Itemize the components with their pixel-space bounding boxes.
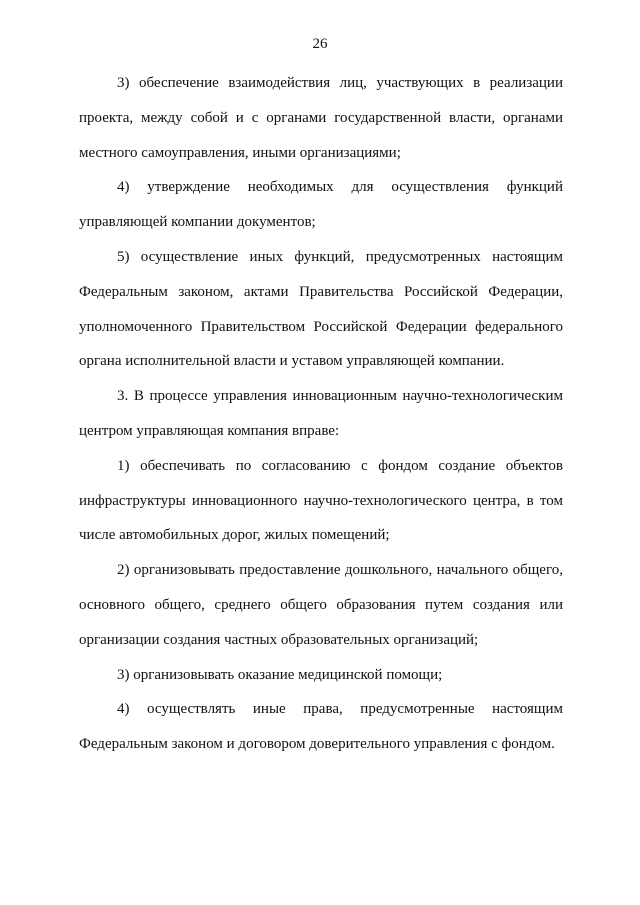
text-line: 5) осуществление иных функций, предусмотренных настоящим [117,248,563,265]
text-line: 2) организовывать предоставление дошкольного, начального общего, [117,562,563,579]
paragraph-right-4-other-rights [79,692,563,762]
paragraph-right-2-education [79,553,563,657]
text-line: 3. В процессе управления инновационным научно-технологическим [117,388,563,405]
text-line: основного общего, среднего общего образования путем создания или [79,596,563,613]
text-line: управляющей компании документов; [79,214,316,231]
text-line: 4) осуществлять иные права, предусмотренные настоящим [117,701,563,718]
text-line: числе автомобильных дорог, жилых помещений; [79,527,390,544]
text-line: уполномоченного Правительством Российской Федерации федерального [79,318,563,335]
text-line: Федеральным законом и договором доверительного управления с фондом. [79,736,555,753]
paragraph-item-4-approval [79,170,563,240]
text-line: 3) обеспечение взаимодействия лиц, участвующих в реализации [117,75,563,91]
paragraph-right-1-infrastructure [79,449,563,553]
text-line: местного самоуправления, иными организациями; [79,144,401,161]
text-line: инфраструктуры инновационного научно-технологического центра, в том [79,492,563,509]
text-line: центром управляющая компания вправе: [79,422,340,439]
page-number: 26 [312,36,328,52]
document-body [79,66,563,762]
text-line: 1) обеспечивать по согласованию с фондом создание объектов [117,457,563,474]
text-line: Федеральным законом, актами Правительства Российской Федерации, [79,283,563,300]
text-line: организации создания частных образовательных организаций; [79,631,479,648]
text-line: 4) утверждение необходимых для осуществления функций [117,179,563,196]
text-line: 3) организовывать оказание медицинской помощи; [117,666,443,683]
paragraph-item-3-coordination [79,66,563,170]
paragraph-right-3-medical [79,658,563,693]
paragraph-section-3 [79,379,563,449]
paragraph-item-5-other-functions [79,240,563,379]
text-line: проекта, между собой и с органами государственной власти, органами [79,109,563,126]
text-line: органа исполнительной власти и уставом управляющей компании. [79,353,505,370]
